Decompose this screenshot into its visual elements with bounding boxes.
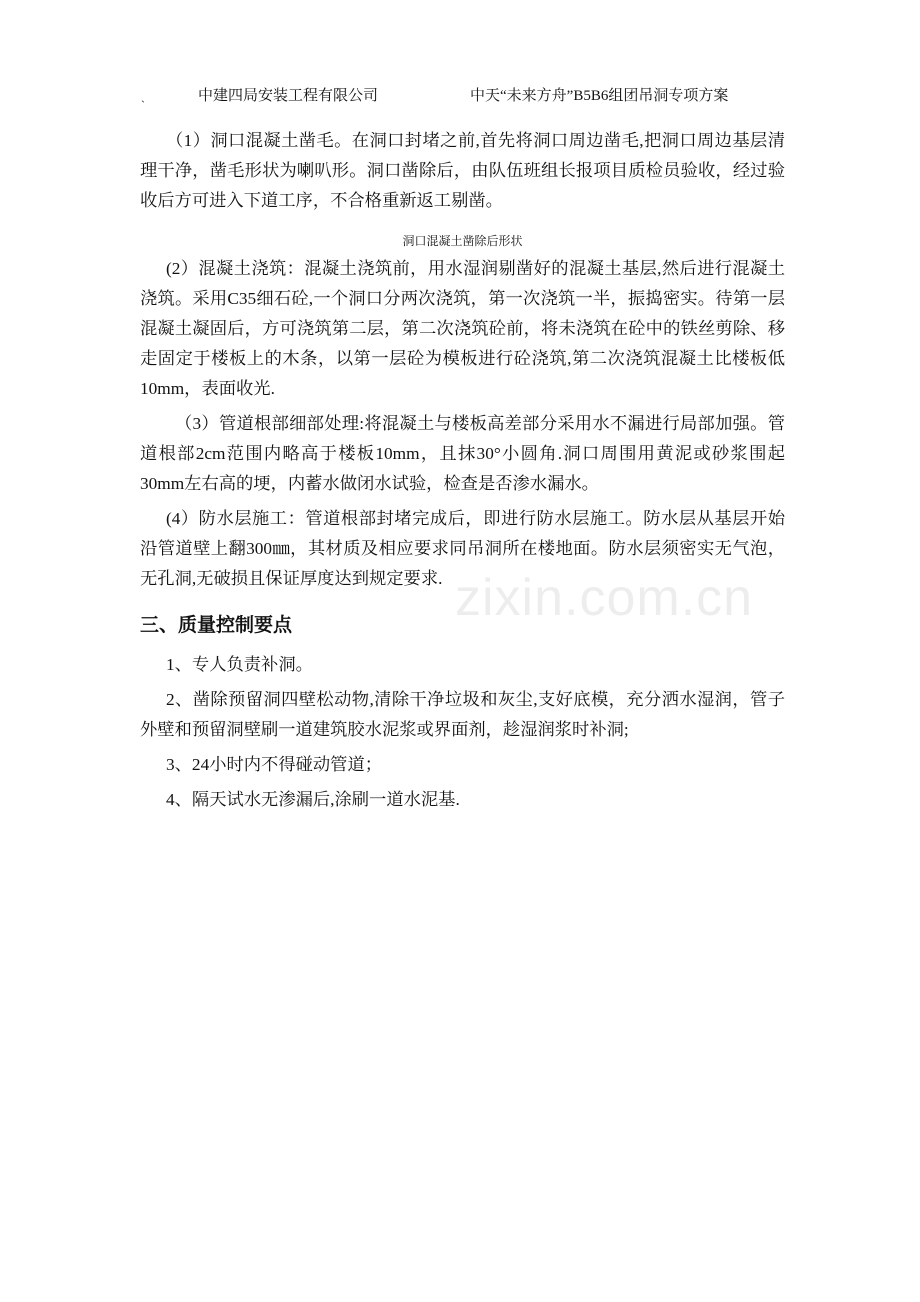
list-item: 4、隔天试水无渗漏后,涂刷一道水泥基. xyxy=(166,790,460,809)
watermark: zixin.com.cn xyxy=(455,569,754,627)
figure-caption: 洞口混凝土凿除后形状 xyxy=(402,234,523,248)
paragraph-pouring: (2）混凝土浇筑：混凝土浇筑前，用水湿润剔凿好的混凝土基层,然后进行混凝土浇筑。采用C35细石砼,一个洞口分两次浇筑，第一次浇筑一半，振捣密实。待第一层混凝土凝固后，方可浇筑第二层，第二次浇筑砼前，将未浇筑在砼中的铁丝剪除、移走固定于楼板上的木条，以第一层砼为模板进行砼浇筑,第二次浇筑混凝土比楼板低10mm，表面收光. xyxy=(140,259,785,398)
header-company: 中建四局安装工程有限公司 xyxy=(198,88,379,104)
list-item: 2、凿除预留洞四壁松动物,清除干净垃圾和灰尘,支好底模，充分洒水湿润，管子外壁和预留洞壁刷一道建筑胶水泥浆或界面剂，趁湿润浆时补洞; xyxy=(140,690,785,739)
header-project-title: 中天“未来方舟”B5B6组团吊洞专项方案 xyxy=(470,88,729,104)
document-body xyxy=(140,126,785,820)
list-item: 3、24小时内不得碰动管道； xyxy=(166,755,383,774)
paragraph-chiseling: （1）洞口混凝土凿毛。在洞口封堵之前,首先将洞口周边凿毛,把洞口周边基层清理干净，凿毛形状为喇叭形。洞口凿除后，由队伍班组长报项目质检员验收，经过验收后方可进入下道工序，不合格重新返工剔凿。 xyxy=(140,131,785,210)
header-tick-mark: ` xyxy=(141,98,145,112)
paragraph-pipe-root: （3）管道根部细部处理:将混凝土与楼板高差部分采用水不漏进行局部加强。管道根部2cm范围内略高于楼板10mm，且抹30°小圆角.洞口周围用黄泥或砂浆围起30mm左右高的埂，内蓄水做闭水试验，检查是否渗水漏水。 xyxy=(140,414,785,493)
list-item: 1、专人负责补洞。 xyxy=(166,655,313,674)
paragraph-waterproofing: (4）防水层施工：管道根部封堵完成后，即进行防水层施工。防水层从基层开始沿管道壁上翻300㎜，其材质及相应要求同吊洞所在楼地面。防水层须密实无气泡，无孔洞,无破损且保证厚度达到规定要求. xyxy=(140,509,785,588)
page-header xyxy=(0,84,920,110)
section-title: 三、质量控制要点 xyxy=(140,614,293,636)
